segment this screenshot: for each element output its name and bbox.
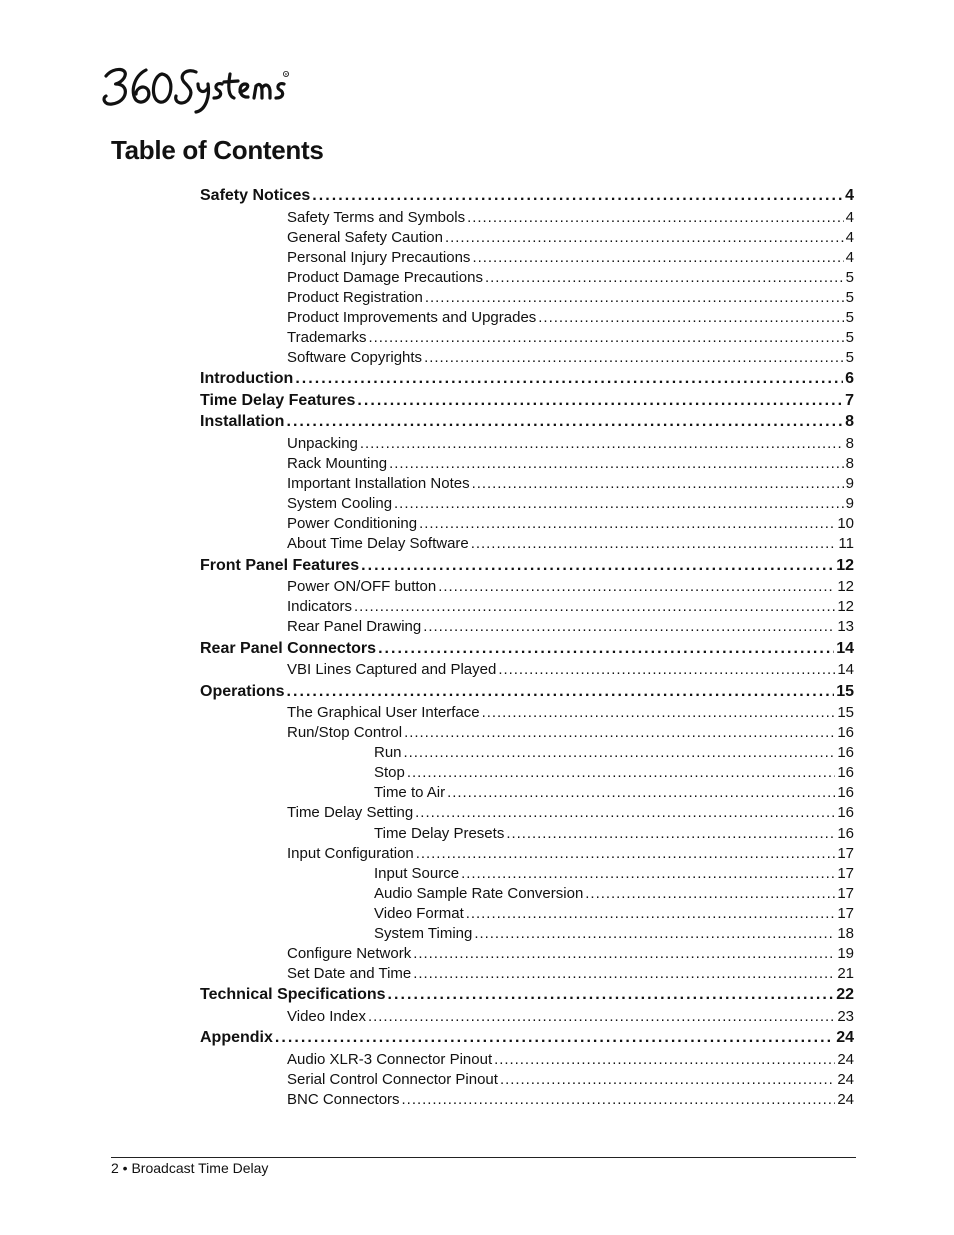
- toc-leader-dots: [419, 515, 835, 532]
- toc-entry-level-2[interactable]: [287, 435, 854, 455]
- toc-leader-dots: [485, 269, 844, 286]
- toc-entry-title: Technical Specifications: [200, 986, 386, 1004]
- toc-entry-title: Personal Injury Precautions: [287, 248, 471, 266]
- toc-entry-level-2[interactable]: [287, 965, 854, 985]
- toc-leader-dots: [500, 1071, 835, 1088]
- toc-entry-level-2[interactable]: [287, 535, 854, 555]
- toc-entry-title: The Graphical User Interface: [287, 704, 480, 722]
- toc-entry-title: Safety Terms and Symbols: [287, 208, 466, 226]
- toc-leader-dots: [425, 289, 844, 306]
- toc-entry-title: Appendix: [200, 1029, 273, 1047]
- toc-entry-page: 11: [838, 535, 854, 553]
- toc-entry-level-3[interactable]: [374, 865, 854, 885]
- toc-entry-page: 16: [837, 824, 854, 842]
- toc-entry-level-2[interactable]: [287, 578, 854, 598]
- toc-entry-level-2[interactable]: [287, 804, 854, 824]
- toc-entry-level-1[interactable]: [200, 1029, 854, 1051]
- toc-entry-title: Time Delay Features: [200, 391, 356, 409]
- toc-entry-level-2[interactable]: [287, 309, 854, 329]
- toc-leader-dots: [368, 329, 843, 346]
- toc-entry-page: 5: [845, 268, 854, 286]
- toc-entry-page: 15: [837, 704, 854, 722]
- toc-entry-level-2[interactable]: [287, 661, 854, 681]
- toc-leader-dots: [494, 1051, 835, 1068]
- toc-entry-title: Input Source: [374, 864, 460, 882]
- toc-leader-dots: [445, 229, 844, 246]
- page-title: Table of Contents: [111, 135, 324, 165]
- toc-entry-title: Rear Panel Drawing: [287, 618, 422, 636]
- toc-entry-title: Input Configuration: [287, 844, 414, 862]
- toc-entry-page: 5: [845, 308, 854, 326]
- toc-entry-page: 12: [837, 578, 854, 596]
- toc-entry-page: 15: [836, 682, 854, 700]
- toc-entry-level-1[interactable]: [200, 683, 854, 705]
- toc-entry-title: Audio XLR-3 Connector Pinout: [287, 1050, 493, 1068]
- toc-leader-dots: [286, 683, 834, 701]
- toc-entry-level-3[interactable]: [374, 744, 854, 764]
- toc-entry-title: Audio Sample Rate Conversion: [374, 884, 584, 902]
- toc-leader-dots: [467, 209, 844, 226]
- svg-text:R: R: [284, 71, 288, 77]
- toc-entry-page: 4: [845, 208, 854, 226]
- toc-leader-dots: [286, 413, 843, 431]
- toc-entry-title: Power Conditioning: [287, 515, 418, 533]
- toc-entry-title: Indicators: [287, 598, 353, 616]
- 360-systems-logo-icon: [100, 62, 290, 114]
- toc-entry-level-2[interactable]: [287, 329, 854, 349]
- toc-entry-level-2[interactable]: [287, 845, 854, 865]
- toc-entry-title: Configure Network: [287, 944, 412, 962]
- toc-entry-level-2[interactable]: [287, 1091, 854, 1111]
- toc-entry-level-2[interactable]: [287, 249, 854, 269]
- toc-leader-dots: [312, 187, 843, 205]
- toc-entry-title: General Safety Caution: [287, 228, 443, 246]
- toc-entry-title: Safety Notices: [200, 187, 311, 204]
- toc-entry-title: Important Installation Notes: [287, 474, 470, 492]
- toc-leader-dots: [404, 744, 836, 761]
- toc-entry-level-2[interactable]: [287, 1008, 854, 1028]
- toc-leader-dots: [447, 784, 835, 801]
- toc-leader-dots: [471, 535, 837, 552]
- toc-entry-level-2[interactable]: [287, 209, 854, 229]
- toc-entry-page: 24: [837, 1070, 854, 1088]
- toc-leader-dots: [423, 618, 835, 635]
- toc-entry-page: 5: [845, 348, 854, 366]
- toc-entry-page: 16: [837, 784, 854, 802]
- toc-entry-level-2[interactable]: [287, 618, 854, 638]
- toc-entry-title: Trademarks: [287, 328, 367, 346]
- company-logo: [100, 62, 290, 114]
- toc-entry-level-1[interactable]: [200, 370, 854, 392]
- toc-leader-dots: [361, 557, 834, 575]
- toc-entry-title: Stop: [374, 764, 405, 782]
- toc-entry-level-1[interactable]: [200, 413, 854, 435]
- toc-entry-level-2[interactable]: [287, 945, 854, 965]
- toc-leader-dots: [368, 1008, 835, 1025]
- toc-leader-dots: [413, 965, 835, 982]
- toc-entry-page: 17: [837, 884, 854, 902]
- toc-entry-title: Run: [374, 744, 402, 762]
- toc-leader-dots: [389, 455, 844, 472]
- toc-entry-page: 16: [837, 764, 854, 782]
- toc-entry-title: Time Delay Presets: [374, 824, 505, 842]
- toc-entry-title: About Time Delay Software: [287, 535, 469, 553]
- toc-entry-title: Front Panel Features: [200, 556, 360, 574]
- toc-entry-page: 16: [837, 804, 854, 822]
- toc-entry-level-2[interactable]: [287, 704, 854, 724]
- toc-entry-page: 19: [837, 944, 854, 962]
- toc-entry-page: 21: [837, 964, 854, 982]
- toc-entry-page: 22: [836, 986, 854, 1004]
- toc-entry-title: Time Delay Setting: [287, 804, 414, 822]
- toc-leader-dots: [295, 370, 843, 388]
- toc-leader-dots: [472, 249, 843, 266]
- toc-entry-title: System Cooling: [287, 495, 393, 512]
- toc-entry-page: 24: [836, 1029, 854, 1047]
- toc-entry-level-1[interactable]: [200, 187, 854, 209]
- toc-leader-dots: [482, 704, 836, 721]
- toc-leader-dots: [461, 865, 835, 882]
- toc-leader-dots: [407, 764, 835, 781]
- toc-entry-title: Software Copyrights: [287, 348, 423, 366]
- toc-entry-title: Installation: [200, 413, 285, 431]
- toc-entry-title: Introduction: [200, 370, 294, 388]
- toc-entry-page: 16: [837, 724, 854, 742]
- toc-entry-level-3[interactable]: [374, 885, 854, 905]
- toc-entry-level-3[interactable]: [374, 905, 854, 925]
- toc-leader-dots: [415, 804, 835, 821]
- page-footer: 2 • Broadcast Time Delay: [111, 1160, 269, 1176]
- toc-leader-dots: [388, 986, 835, 1004]
- toc-entry-level-2[interactable]: [287, 349, 854, 369]
- toc-entry-level-1[interactable]: [200, 640, 854, 662]
- toc-leader-dots: [416, 845, 836, 862]
- toc-leader-dots: [360, 435, 844, 452]
- toc-entry-page: 6: [845, 370, 854, 388]
- toc-leader-dots: [402, 1091, 836, 1108]
- toc-entry-page: 8: [845, 454, 854, 472]
- toc-entry-level-2[interactable]: [287, 455, 854, 475]
- toc-leader-dots: [506, 825, 835, 842]
- toc-leader-dots: [466, 905, 836, 922]
- toc-leader-dots: [474, 925, 835, 942]
- toc-entry-level-3[interactable]: [374, 925, 854, 945]
- toc-entry-level-2[interactable]: [287, 289, 854, 309]
- toc-entry-title: Operations: [200, 682, 285, 700]
- toc-entry-page: 4: [845, 187, 854, 204]
- toc-entry-title: Run/Stop Control: [287, 724, 403, 742]
- toc-leader-dots: [538, 309, 843, 326]
- toc-entry-level-1[interactable]: [200, 557, 854, 579]
- toc-entry-level-2[interactable]: [287, 598, 854, 618]
- toc-entry-level-1[interactable]: [200, 986, 854, 1008]
- toc-entry-page: 12: [837, 598, 854, 616]
- toc-entry-page: 12: [836, 556, 854, 574]
- toc-entry-title: Product Damage Precautions: [287, 268, 483, 286]
- toc-entry-level-1[interactable]: [200, 392, 854, 414]
- toc-entry-page: 4: [845, 248, 854, 266]
- toc-entry-level-3[interactable]: [374, 764, 854, 784]
- toc-entry-level-2[interactable]: [287, 724, 854, 744]
- toc-entry-level-2[interactable]: [287, 269, 854, 289]
- toc-entry-page: 5: [845, 288, 854, 306]
- footer-divider: [111, 1157, 856, 1158]
- toc-entry-title: Video Index: [287, 1007, 366, 1025]
- toc-leader-dots: [378, 640, 834, 658]
- toc-leader-dots: [585, 885, 835, 902]
- toc-entry-page: 7: [845, 391, 854, 409]
- toc-entry-title: Video Format: [374, 904, 464, 922]
- toc-entry-title: BNC Connectors: [287, 1090, 400, 1108]
- toc-entry-level-2[interactable]: [287, 495, 854, 515]
- toc-entry-page: 18: [837, 924, 854, 942]
- toc-entry-title: Serial Control Connector Pinout: [287, 1070, 498, 1088]
- toc-leader-dots: [424, 349, 844, 366]
- toc-entry-page: 16: [837, 744, 854, 762]
- toc-entry-title: Unpacking: [287, 434, 358, 452]
- toc-entry-title: Product Improvements and Upgrades: [287, 308, 537, 326]
- toc-entry-page: 9: [845, 474, 854, 492]
- toc-entry-level-2[interactable]: [287, 1051, 854, 1071]
- toc-leader-dots: [357, 392, 843, 410]
- toc-entry-title: Time to Air: [374, 784, 446, 802]
- toc-entry-title: Rear Panel Connectors: [200, 639, 377, 657]
- toc-entry-page: 17: [837, 864, 854, 882]
- toc-entry-page: 17: [837, 904, 854, 922]
- toc-leader-dots: [404, 724, 835, 741]
- toc-entry-level-2[interactable]: [287, 515, 854, 535]
- toc-entry-title: Set Date and Time: [287, 964, 412, 982]
- toc-entry-level-3[interactable]: [374, 784, 854, 804]
- toc-leader-dots: [498, 661, 835, 678]
- toc-entry-title: System Timing: [374, 924, 473, 942]
- toc-entry-level-2[interactable]: [287, 229, 854, 249]
- toc-leader-dots: [354, 598, 835, 615]
- toc-leader-dots: [275, 1029, 834, 1047]
- toc-entry-title: Power ON/OFF button: [287, 578, 437, 596]
- toc-entry-page: 23: [837, 1007, 854, 1025]
- toc-entry-page: 8: [845, 434, 854, 452]
- toc-entry-page: 4: [845, 228, 854, 246]
- toc-entry-title: VBI Lines Captured and Played: [287, 661, 497, 679]
- toc-entry-page: 17: [837, 844, 854, 862]
- toc-entry-page: 24: [837, 1090, 854, 1108]
- toc-entry-page: 5: [845, 328, 854, 346]
- toc-entry-title: Product Registration: [287, 288, 423, 306]
- toc-entry-page: 14: [836, 639, 854, 657]
- toc-entry-level-2[interactable]: [287, 1071, 854, 1091]
- toc-entry-page: 10: [837, 515, 854, 533]
- toc-leader-dots: [438, 578, 835, 595]
- toc-entry-page: 24: [837, 1050, 854, 1068]
- toc-entry-page: 9: [845, 495, 854, 512]
- toc-entry-page: 13: [837, 618, 854, 636]
- toc-leader-dots: [472, 475, 844, 492]
- toc-entry-page: 14: [837, 661, 854, 679]
- toc-entry-level-2[interactable]: [287, 475, 854, 495]
- toc-leader-dots: [413, 945, 835, 962]
- toc-leader-dots: [394, 495, 844, 512]
- toc-entry-title: Rack Mounting: [287, 454, 388, 472]
- toc-entry-page: 8: [845, 413, 854, 431]
- toc-entry-level-3[interactable]: [374, 825, 854, 845]
